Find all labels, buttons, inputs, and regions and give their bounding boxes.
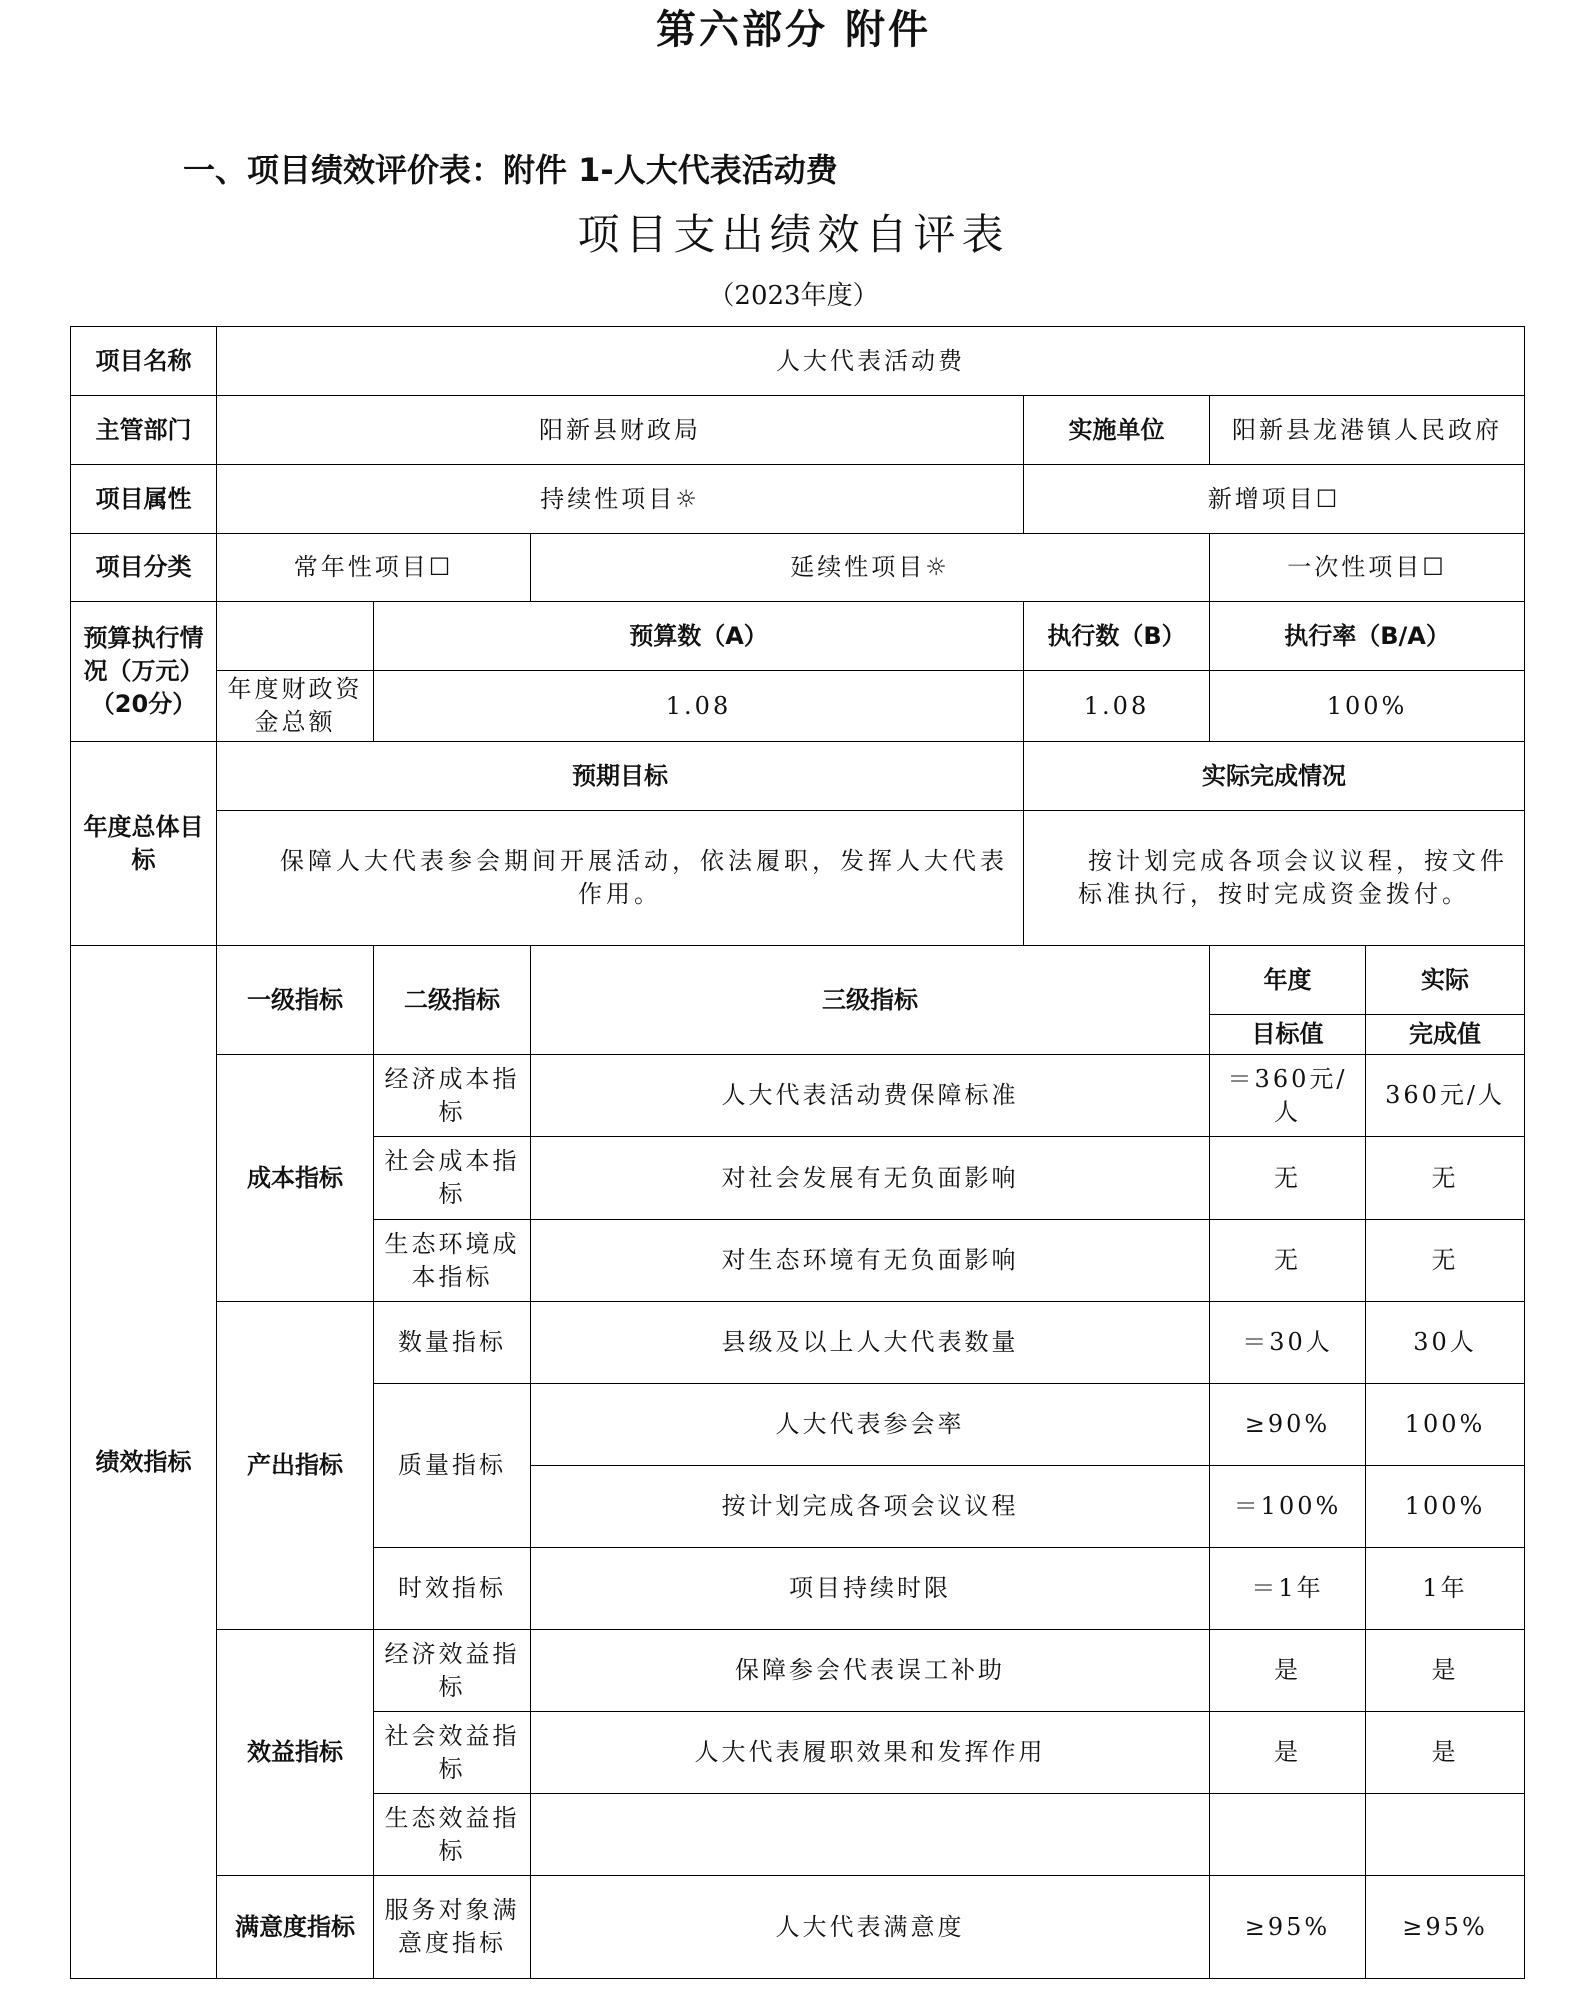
- row-project-name: [71, 327, 1525, 396]
- target-header-top: 年度: [1210, 946, 1366, 1015]
- department-value: 阳新县财政局: [217, 396, 1024, 465]
- implementing-unit-label: 实施单位: [1024, 396, 1210, 465]
- class-option-one-time: 一次性项目☐: [1210, 534, 1525, 602]
- indicator-level2: 服务对象满意度指标: [374, 1876, 531, 1979]
- indicator-level3: 人大代表履职效果和发挥作用: [531, 1712, 1210, 1794]
- level3-header: 三级指标: [531, 946, 1210, 1055]
- indicator-level3: 保障参会代表误工补助: [531, 1630, 1210, 1712]
- indicator-actual: 360元/人: [1366, 1055, 1525, 1137]
- budget-blank-cell: [217, 602, 374, 671]
- group-cost: 成本指标: [217, 1055, 374, 1302]
- indicator-level2: 数量指标: [374, 1302, 531, 1384]
- level1-header: 一级指标: [217, 946, 374, 1055]
- indicator-target: ＝1年: [1210, 1548, 1366, 1630]
- indicator-level3: [531, 1794, 1210, 1876]
- budget-col-b: 执行数（B）: [1024, 602, 1210, 671]
- indicator-actual: [1366, 1794, 1525, 1876]
- level2-header: 二级指标: [374, 946, 531, 1055]
- indicator-level3: 项目持续时限: [531, 1548, 1210, 1630]
- indicator-level2: 社会效益指标: [374, 1712, 531, 1794]
- indicator-level3: 对社会发展有无负面影响: [531, 1137, 1210, 1220]
- expected-goal-text: [217, 811, 1024, 946]
- indicator-level2: 生态效益指标: [374, 1794, 531, 1876]
- department-label: 主管部门: [71, 396, 217, 465]
- performance-table: [70, 326, 1525, 1979]
- row-goals-header: [71, 742, 1525, 811]
- year-label: （2023年度）: [708, 281, 879, 311]
- indicator-target: ≥95%: [1210, 1876, 1366, 1979]
- class-option-annual: 常年性项目☐: [217, 534, 531, 602]
- indicator-level3: 按计划完成各项会议议程: [531, 1466, 1210, 1548]
- budget-b-value: 1.08: [1024, 671, 1210, 742]
- indicator-target: 是: [1210, 1712, 1366, 1794]
- indicator-actual: ≥95%: [1366, 1876, 1525, 1979]
- attribute-option-continuing: 持续性项目☼: [217, 465, 1024, 534]
- indicator-row: [71, 1876, 1525, 1979]
- actual-status-header: 实际完成情况: [1024, 742, 1525, 811]
- indicator-actual: 100%: [1366, 1466, 1525, 1548]
- indicator-level3: 县级及以上人大代表数量: [531, 1302, 1210, 1384]
- row-goals-text: [71, 811, 1525, 946]
- actual-status-text: [1024, 811, 1525, 946]
- annual-goal-label: 年度总体目标: [71, 742, 217, 946]
- project-name-label: 项目名称: [71, 327, 217, 396]
- indicator-level3: 人大代表活动费保障标准: [531, 1055, 1210, 1137]
- budget-a-value: 1.08: [374, 671, 1024, 742]
- indicator-actual: 1年: [1366, 1548, 1525, 1630]
- actual-header-top: 实际: [1366, 946, 1525, 1015]
- project-name-value: 人大代表活动费: [217, 327, 1525, 396]
- indicator-target: ＝100%: [1210, 1466, 1366, 1548]
- indicator-level2: 社会成本指标: [374, 1137, 531, 1220]
- class-option-extended: 延续性项目☼: [531, 534, 1210, 602]
- row-department: [71, 396, 1525, 465]
- budget-col-a: 预算数（A）: [374, 602, 1024, 671]
- row-indicator-header-top: [71, 946, 1525, 1015]
- indicator-level2: 经济成本指标: [374, 1055, 531, 1137]
- indicator-level2: 质量指标: [374, 1384, 531, 1548]
- section-title: 一、项目绩效评价表：附件 1-人大代表活动费: [183, 151, 838, 189]
- indicator-actual: 无: [1366, 1137, 1525, 1220]
- row-budget-values: [71, 671, 1525, 742]
- indicator-level3: 对生态环境有无负面影响: [531, 1220, 1210, 1302]
- row-project-class: [71, 534, 1525, 602]
- budget-col-rate: 执行率（B/A）: [1210, 602, 1525, 671]
- actual-header-bottom: 完成值: [1366, 1015, 1525, 1055]
- actual-status-paragraph: 按计划完成各项会议议程，按文件标准执行，按时完成资金拨付。: [1078, 847, 1509, 908]
- indicator-level3: 人大代表满意度: [531, 1876, 1210, 1979]
- attribute-option-new: 新增项目☐: [1024, 465, 1525, 534]
- implementing-unit-value: 阳新县龙港镇人民政府: [1210, 396, 1525, 465]
- indicator-actual: 是: [1366, 1630, 1525, 1712]
- expected-goal-paragraph: 保障人大代表参会期间开展活动，依法履职，发挥人大代表作用。: [280, 847, 1008, 908]
- indicator-row: [71, 1055, 1525, 1137]
- indicator-row: [71, 1630, 1525, 1712]
- indicators-label: 绩效指标: [71, 946, 217, 1979]
- budget-row-label: 年度财政资金总额: [217, 671, 374, 742]
- indicator-actual: 100%: [1366, 1384, 1525, 1466]
- indicator-target: [1210, 1794, 1366, 1876]
- row-budget-header: [71, 602, 1525, 671]
- group-output: 产出指标: [217, 1302, 374, 1630]
- budget-label: 预算执行情况（万元）（20分）: [71, 602, 217, 742]
- indicator-level2: 时效指标: [374, 1548, 531, 1630]
- indicator-level2: 经济效益指标: [374, 1630, 531, 1712]
- indicator-row: [71, 1302, 1525, 1384]
- group-satisfaction: 满意度指标: [217, 1876, 374, 1979]
- page-title: 第六部分 附件: [656, 7, 931, 53]
- project-attribute-label: 项目属性: [71, 465, 217, 534]
- indicator-level3: 人大代表参会率: [531, 1384, 1210, 1466]
- budget-rate-value: 100%: [1210, 671, 1525, 742]
- indicator-actual: 无: [1366, 1220, 1525, 1302]
- indicator-target: 无: [1210, 1137, 1366, 1220]
- indicator-actual: 是: [1366, 1712, 1525, 1794]
- indicator-target: ＝360元/人: [1210, 1055, 1366, 1137]
- expected-goal-header: 预期目标: [217, 742, 1024, 811]
- table-title: 项目支出绩效自评表: [577, 210, 1010, 259]
- indicator-target: 是: [1210, 1630, 1366, 1712]
- indicator-actual: 30人: [1366, 1302, 1525, 1384]
- group-benefit: 效益指标: [217, 1630, 374, 1876]
- indicator-target: ＝30人: [1210, 1302, 1366, 1384]
- project-class-label: 项目分类: [71, 534, 217, 602]
- target-header-bottom: 目标值: [1210, 1015, 1366, 1055]
- indicator-target: 无: [1210, 1220, 1366, 1302]
- indicator-target: ≥90%: [1210, 1384, 1366, 1466]
- indicator-level2: 生态环境成本指标: [374, 1220, 531, 1302]
- row-project-attribute: [71, 465, 1525, 534]
